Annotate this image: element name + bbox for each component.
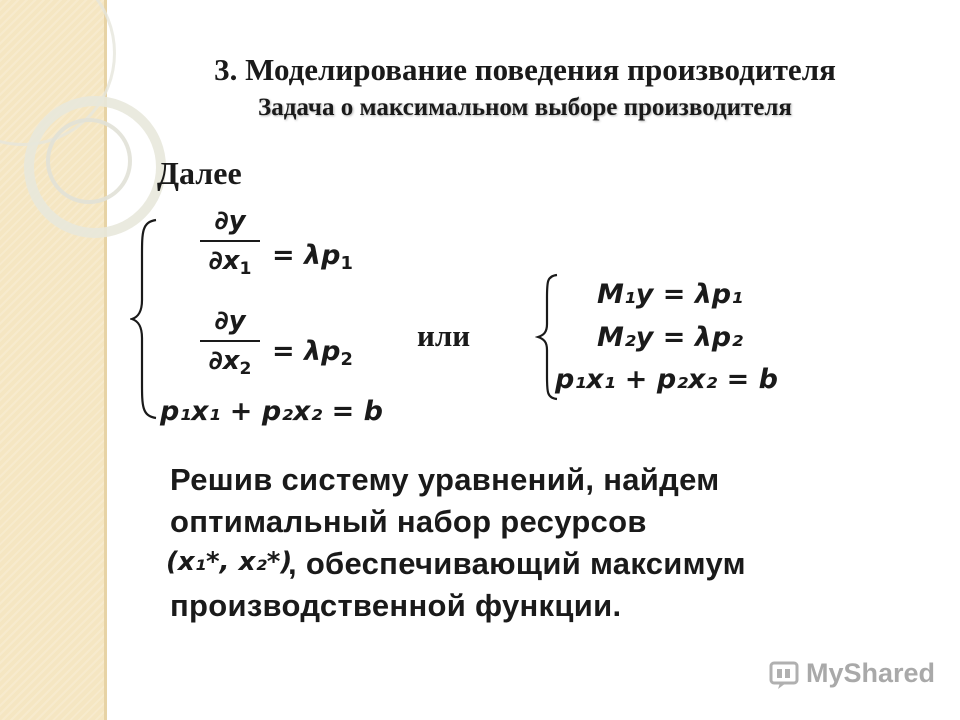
optimal-tuple: (x₁*, x₂*) bbox=[166, 547, 293, 577]
fraction-bar bbox=[200, 340, 260, 342]
budget-equation-2: p₁x₁ + p₂x₂ = b bbox=[555, 364, 778, 395]
fraction-denominator: $\partial x_2$ bbox=[208, 346, 252, 379]
fraction-numerator: ∂y bbox=[214, 306, 246, 336]
watermark-logo-icon bbox=[768, 657, 802, 691]
title-text: Моделирование поведения производителя bbox=[245, 52, 836, 87]
fraction-dy-dx2 bbox=[200, 304, 260, 386]
fraction-bar bbox=[200, 240, 260, 242]
budget-equation-1: p₁x₁ + p₂x₂ = b bbox=[160, 396, 383, 427]
equation-rhs-2: = $\lambda p_2$ bbox=[272, 336, 353, 370]
equation-rhs-1: = $\lambda p_1$ bbox=[272, 240, 353, 274]
fraction-denominator: $\partial x_1$ bbox=[208, 246, 252, 279]
decorative-circle-inner bbox=[46, 118, 132, 204]
title-number: 3. bbox=[214, 52, 238, 87]
slide-subtitle: Задача о максимальном выборе производителя bbox=[258, 94, 792, 121]
paragraph-line-3: , обеспечивающий максимум bbox=[288, 546, 746, 581]
paragraph-line-2: оптимальный набор ресурсов bbox=[170, 504, 647, 539]
intro-word: Далее bbox=[157, 155, 242, 191]
marginal-equation-1: M₁y = λp₁ bbox=[597, 279, 743, 310]
watermark-text: MyShared bbox=[806, 658, 936, 688]
paragraph-line-4: производственной функции. bbox=[170, 588, 622, 623]
marginal-equation-2: M₂y = λp₂ bbox=[597, 322, 743, 353]
paragraph-line-1: Решив систему уравнений, найдем bbox=[170, 462, 720, 497]
slide-title bbox=[145, 52, 905, 88]
left-brace-system1 bbox=[130, 216, 160, 422]
connector-word: или bbox=[417, 318, 471, 353]
fraction-numerator: ∂y bbox=[214, 206, 246, 236]
fraction-dy-dx1 bbox=[200, 204, 260, 286]
